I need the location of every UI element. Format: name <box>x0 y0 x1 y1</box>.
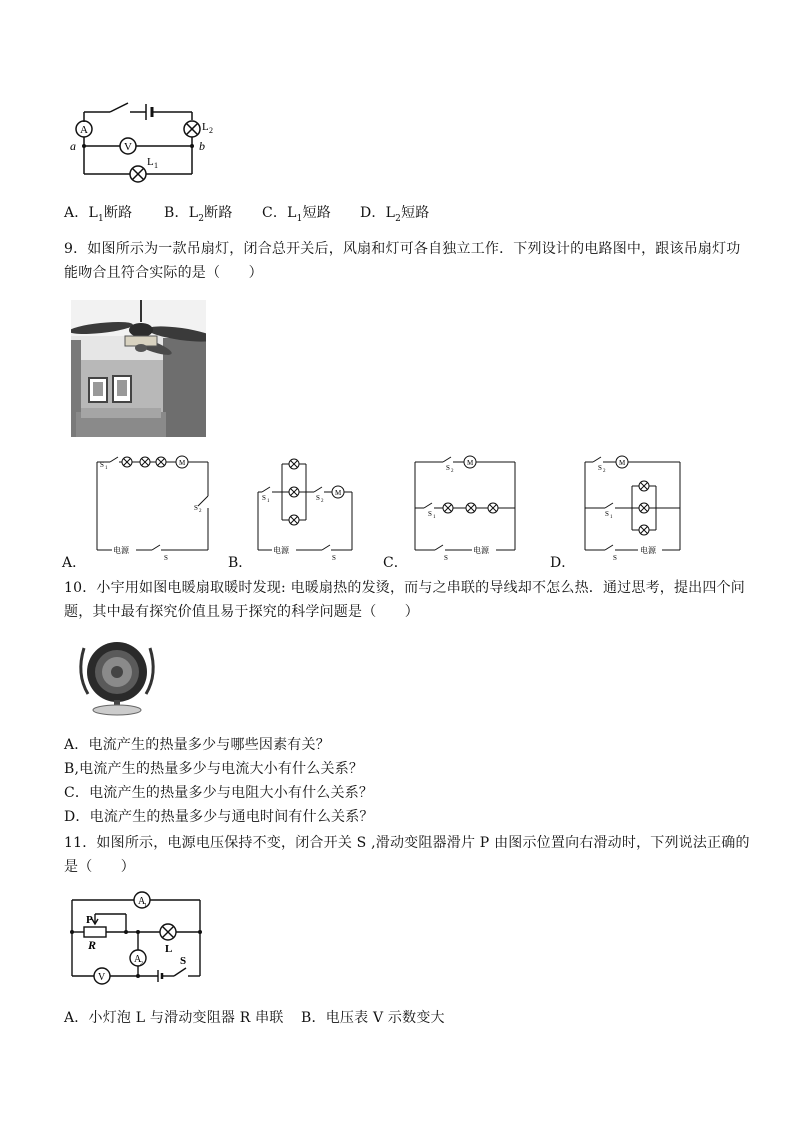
q9-circuit-a <box>97 456 208 550</box>
svg-text:S: S <box>262 494 266 502</box>
q9-circuit-a-labels <box>100 459 202 562</box>
svg-text:S: S <box>428 510 432 518</box>
q9-circuit-c <box>415 456 515 550</box>
q8-option-c[interactable]: C．$L_1$短路 <box>262 205 331 224</box>
svg-text:S: S <box>164 554 168 562</box>
q8-voltmeter-label: V <box>124 141 132 153</box>
svg-text:S: S <box>613 554 617 562</box>
svg-text:1: 1 <box>105 466 108 471</box>
q11-a2-label: A <box>134 954 142 965</box>
q8-node-a: a <box>70 139 76 153</box>
q10-option-b[interactable]: B,电流产生的热量多少与电流大小有什么关系？ <box>64 761 364 777</box>
ceiling-fan-photo <box>71 300 206 437</box>
q11-a2-sub: 2 <box>140 961 143 967</box>
svg-text:1: 1 <box>433 515 436 520</box>
svg-text:电源: 电源 <box>273 546 289 555</box>
q10-option-c[interactable]: C．电流产生的热量多少与电阻大小有什么关系？ <box>64 785 374 801</box>
q8-node-b: b <box>199 139 205 153</box>
svg-text:2: 2 <box>199 509 202 514</box>
svg-text:M: M <box>467 459 474 467</box>
q8-l1-sub: 1 <box>154 161 158 170</box>
svg-text:S: S <box>444 554 448 562</box>
q9-option-b[interactable]: B． <box>228 555 253 571</box>
q8-option-a[interactable]: A．$L_1$断路 <box>64 205 133 224</box>
svg-text:S: S <box>605 510 609 518</box>
svg-text:1: 1 <box>267 499 270 504</box>
q11-a1-sub: 1 <box>144 903 147 909</box>
q11-voltmeter-label: V <box>98 972 106 983</box>
q10-stem-line2: 题，其中最有探究价值且易于探究的科学问题是（ ） <box>64 604 419 620</box>
svg-text:S: S <box>316 494 320 502</box>
q11-stem-line2: 是（ ） <box>64 859 135 875</box>
svg-text:S: S <box>100 461 104 469</box>
q9-circuit-c-labels <box>428 459 490 562</box>
q9-circuit-b-labels <box>262 489 342 562</box>
svg-text:M: M <box>335 489 342 497</box>
q10-option-a[interactable]: A．电流产生的热量多少与哪些因素有关？ <box>64 737 330 753</box>
q8-option-b[interactable]: B．$L_2$断路 <box>164 205 233 224</box>
q11-option-a[interactable]: A．小灯泡 L 与滑动变阻器 R 串联 <box>64 1010 284 1026</box>
q8-option-d[interactable]: D．$L_2$短路 <box>360 205 430 224</box>
q9-option-d[interactable]: D． <box>550 555 576 571</box>
svg-text:S: S <box>332 554 336 562</box>
svg-text:M: M <box>619 459 626 467</box>
svg-text:2: 2 <box>321 499 324 504</box>
svg-text:电源: 电源 <box>113 546 129 555</box>
q8-l2-label: L <box>202 121 209 133</box>
svg-text:S: S <box>446 464 450 472</box>
q9-circuit-b <box>258 459 352 550</box>
q11-switch-s-label: S <box>180 955 187 967</box>
q8-l1-label: L <box>147 156 154 168</box>
svg-text:2: 2 <box>451 469 454 474</box>
q8-l2-sub: 2 <box>209 126 213 135</box>
q8-circuit-diagram <box>62 92 232 187</box>
motor-label: M <box>179 459 186 467</box>
q11-circuit-diagram <box>62 886 212 986</box>
q10-stem-line1: 10．小宇用如图电暖扇取暖时发现: 电暖扇热的发烫，而与之串联的导线却不怎么热．通过思考，提出四个问 <box>64 580 745 596</box>
q9-circuit-diagrams <box>60 452 760 562</box>
q8-options <box>64 202 429 224</box>
q11-rheostat-r-label: R <box>88 938 97 952</box>
q8-ammeter-label: A <box>80 124 88 136</box>
q9-option-c[interactable]: C． <box>383 555 408 571</box>
svg-text:电源: 电源 <box>640 546 656 555</box>
q11-options <box>64 1007 445 1027</box>
q9-stem-line2: 能吻合且符合实际的是（ ） <box>64 265 263 281</box>
svg-text:S: S <box>598 464 602 472</box>
q11-lamp-l-label: L <box>165 943 173 955</box>
svg-text:电源: 电源 <box>473 546 489 555</box>
q9-option-a[interactable]: A． <box>62 555 87 571</box>
q10-option-d[interactable]: D．电流产生的热量多少与通电时间有什么关系？ <box>64 809 374 825</box>
q11-a1-label: A <box>138 896 146 907</box>
svg-text:S: S <box>194 504 198 512</box>
heater-photo <box>72 636 162 718</box>
q9-stem-line1: 9．如图所示为一款吊扇灯，闭合总开关后，风扇和灯可各自独立工作．下列设计的电路图中，跟该吊扇灯功 <box>64 241 741 257</box>
q11-slider-p-label: P <box>86 914 93 926</box>
q11-option-b[interactable]: B．电压表 V 示数变大 <box>301 1010 445 1026</box>
svg-text:2: 2 <box>603 469 606 474</box>
svg-text:1: 1 <box>610 515 613 520</box>
q11-stem-line1: 11．如图所示，电源电压保持不变，闭合开关 S ,滑动变阻器滑片 P 由图示位置向右滑动时，下列说法正确的 <box>64 835 750 851</box>
